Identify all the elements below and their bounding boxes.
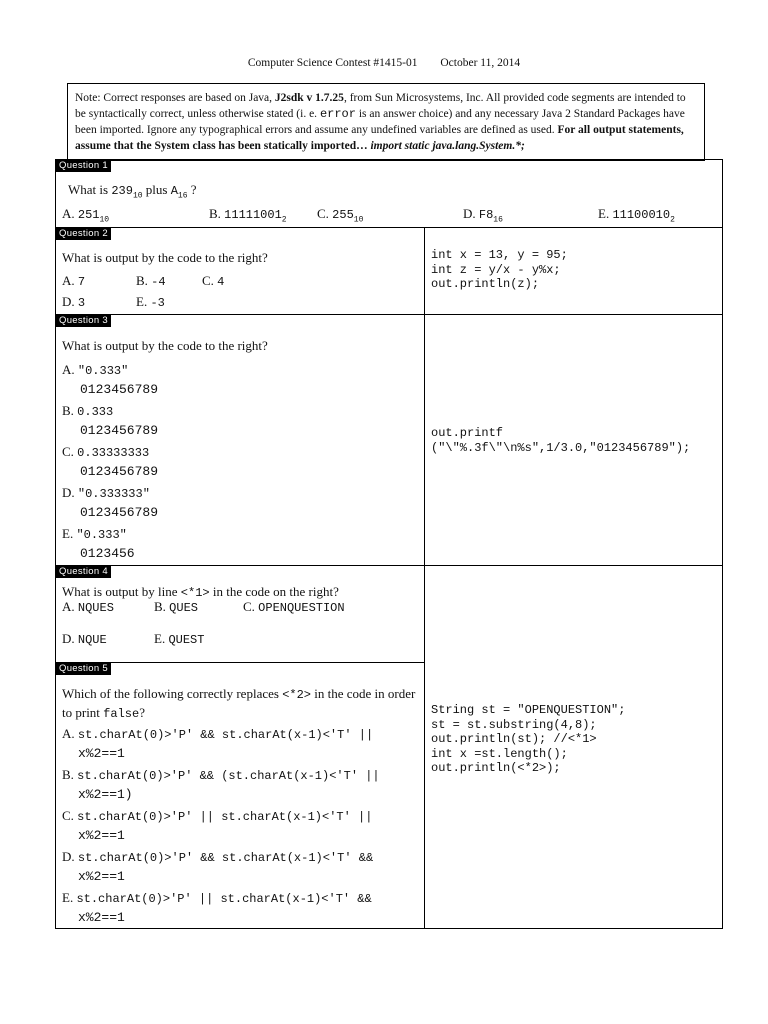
question-2-code-panel xyxy=(424,227,723,315)
answer-d[interactable]: D. $F8_{16}$ xyxy=(463,206,503,225)
note-bold-text: For all output statements, assume that the System class has been statically imported… xyxy=(75,124,684,152)
answer-e-line2: 0123456 xyxy=(80,546,135,561)
answer-a[interactable]: A. 7 xyxy=(62,273,86,289)
code-block: int x = 13, y = 95; int z = y/x - y%x; out.println(z); xyxy=(431,248,568,291)
contest-date: October 11, 2014 xyxy=(440,57,521,69)
question-2 xyxy=(55,227,425,315)
note-text: , from Sun Microsystems, Inc. All provided code segments are intended to be syntactically correct, unless otherwise stated (i. e. xyxy=(75,92,686,120)
answer-c[interactable]: C. OPENQUESTION xyxy=(243,599,345,615)
answer-b[interactable]: B. $11111001_2$ xyxy=(209,206,287,225)
question-label: Question 3 xyxy=(56,315,111,327)
answer-e[interactable]: E. -3 xyxy=(136,294,165,310)
answer-b-line2: 0123456789 xyxy=(80,423,159,438)
answer-d-line2: x%2==1 xyxy=(78,869,125,884)
question-text: What is $239_{10}$ plus $A_{16}$ ? xyxy=(68,182,197,201)
answer-d[interactable]: D. "0.333333" xyxy=(62,485,150,501)
note-version: J2sdk v 1.7.25 xyxy=(274,92,344,104)
question-1 xyxy=(55,159,723,228)
answer-b-line2: x%2==1) xyxy=(78,787,133,802)
question-text: Which of the following correctly replaces <*2> in the code in order to print false? xyxy=(62,686,416,721)
answer-a-line2: 0123456789 xyxy=(80,382,159,397)
question-label: Question 5 xyxy=(56,663,111,675)
answer-b[interactable]: B. 0.333 xyxy=(62,403,114,419)
answer-d[interactable]: D. NQUE xyxy=(62,631,107,647)
answer-b[interactable]: B. -4 xyxy=(136,273,166,289)
question-4 xyxy=(55,565,425,663)
question-5 xyxy=(55,662,425,929)
note-import: import static java.lang.System.*; xyxy=(367,140,525,152)
page-header xyxy=(0,57,768,69)
answer-c-line2: x%2==1 xyxy=(78,828,125,843)
answer-d[interactable]: D. 3 xyxy=(62,294,86,310)
answer-b[interactable]: B. st.charAt(0)>'P' && (st.charAt(x-1)<'T' || xyxy=(62,767,380,783)
answer-c[interactable]: C. 0.33333333 xyxy=(62,444,150,460)
question-4-5-code-panel xyxy=(424,565,723,929)
answer-e[interactable]: E. $11100010_2$ xyxy=(598,206,675,225)
question-text: What is output by line <*1> in the code on the right? xyxy=(62,584,339,600)
answer-a-line2: x%2==1 xyxy=(78,746,125,761)
note-text: Note: Correct responses are based on Java, xyxy=(75,92,275,104)
question-3 xyxy=(55,314,425,566)
answer-e[interactable]: E. st.charAt(0)>'P' || st.charAt(x-1)<'T' && xyxy=(62,890,372,906)
note-box xyxy=(67,83,705,161)
question-label: Question 1 xyxy=(56,160,111,172)
code-block: out.printf ("\"%.3f\"\n%s",1/3.0,"0123456789"); xyxy=(431,426,691,455)
answer-c[interactable]: C. st.charAt(0)>'P' || st.charAt(x-1)<'T' || xyxy=(62,808,373,824)
note-text: is an answer choice) and any necessary Java 2 Standard Packages have been imported. Ignore any typographical errors and assume any undefined variables are defined as used. xyxy=(75,108,685,136)
answer-c[interactable]: C. $255_{10}$ xyxy=(317,206,364,225)
answer-e-line2: x%2==1 xyxy=(78,910,125,925)
answer-d[interactable]: D. st.charAt(0)>'P' && st.charAt(x-1)<'T' && xyxy=(62,849,374,865)
answer-a[interactable]: A. NQUES xyxy=(62,599,114,615)
answer-a[interactable]: A. $251_{10}$ xyxy=(62,206,110,225)
answer-c-line2: 0123456789 xyxy=(80,464,159,479)
answer-c[interactable]: C. 4 xyxy=(202,273,225,289)
code-block: String st = "OPENQUESTION"; st = st.substring(4,8); out.println(st); //<*1> int x =st.length(); out.println(<*2>); xyxy=(431,703,626,775)
answer-d-line2: 0123456789 xyxy=(80,505,159,520)
contest-title: Computer Science Contest #1415-01 xyxy=(247,57,418,69)
question-label: Question 2 xyxy=(56,228,111,240)
question-text: What is output by the code to the right? xyxy=(62,250,268,265)
answer-e[interactable]: E. "0.333" xyxy=(62,526,127,542)
question-text: What is output by the code to the right? xyxy=(62,338,268,353)
question-label: Question 4 xyxy=(56,566,111,578)
note-error-code: error xyxy=(319,107,356,121)
answer-b[interactable]: B. QUES xyxy=(154,599,198,615)
question-3-code-panel xyxy=(424,314,723,566)
answer-a[interactable]: A. "0.333" xyxy=(62,362,129,378)
answer-e[interactable]: E. QUEST xyxy=(154,631,205,647)
answer-a[interactable]: A. st.charAt(0)>'P' && st.charAt(x-1)<'T' || xyxy=(62,726,374,742)
